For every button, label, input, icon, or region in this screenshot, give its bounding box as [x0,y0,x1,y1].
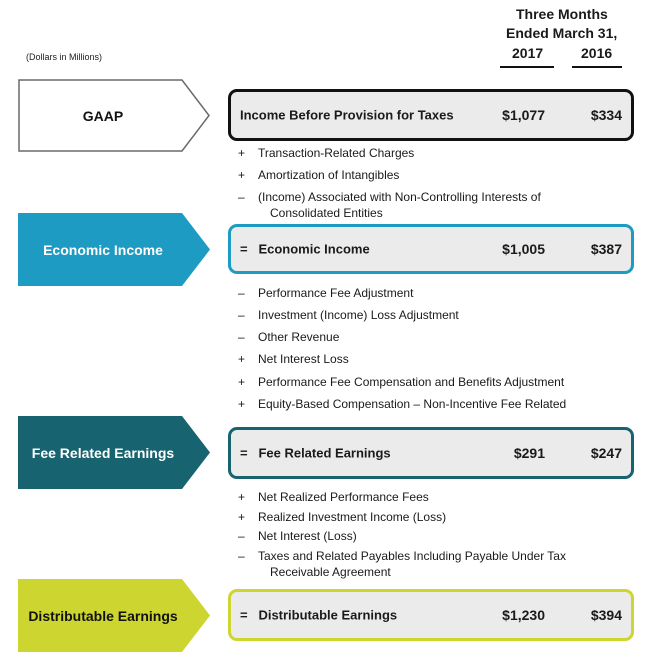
distributable-earnings-value-2017: $1,230 [502,607,545,623]
adjustment-item: – Taxes and Related Payables Including Payable Under Tax Receivable Agreement [238,549,566,579]
header-col-2017: 2017 [512,45,544,61]
adjustment-item: + Amortization of Intangibles [238,168,400,182]
gaap-arrow-label: GAAP [82,107,124,124]
gaap-value-2017: $1,077 [502,107,545,123]
adjustment-item: + Performance Fee Compensation and Benefits Adjustment [238,375,565,389]
fee-related-earnings-value-2017: $291 [513,445,545,461]
adjustment-item: – Investment (Income) Loss Adjustment [238,308,459,322]
gaap-box-label: Income Before Provision for Taxes [240,107,454,123]
distributable-earnings-box-label: = Distributable Earnings [240,607,398,623]
header-line1: Three Months [516,6,608,22]
fee-related-earnings-value-2016: $247 [590,445,622,461]
adjustment-item: + Net Realized Performance Fees [238,490,429,504]
distributable-earnings-arrow [18,579,210,652]
adjustment-item: – Performance Fee Adjustment [238,286,414,300]
fee-related-earnings-arrow-label: Fee Related Earnings [31,444,175,461]
fee-related-earnings-arrow [18,416,210,489]
header-col-2016: 2016 [581,45,613,61]
units-note: (Dollars in Millions) [26,52,103,62]
distributable-earnings-box [228,589,634,641]
header-rule-2017 [500,66,554,68]
economic-income-arrow [18,213,210,286]
distributable-earnings-arrow-label: Distributable Earnings [28,607,178,624]
fee-related-earnings-box [228,427,634,479]
gaap-value-2016: $334 [590,107,622,123]
adjustment-item: + Equity-Based Compensation – Non-Incentive Fee Related [238,397,567,411]
header-rule-2016 [572,66,622,68]
gaap-box [228,89,634,141]
gaap-arrow [18,79,210,152]
economic-income-arrow-label: Economic Income [43,241,163,258]
adjustment-item: – Net Interest (Loss) [238,529,357,543]
fee-related-earnings-box-label: = Fee Related Earnings [240,445,391,461]
economic-income-box [228,224,634,274]
header-line2: Ended March 31, [506,25,618,41]
adjustment-item: + Realized Investment Income (Loss) [238,510,447,524]
adjustment-item: + Transaction-Related Charges [238,146,415,160]
adjustment-item: – Other Revenue [238,330,340,344]
distributable-earnings-value-2016: $394 [590,607,622,623]
adjustment-item: + Net Interest Loss [238,352,349,366]
economic-income-value-2016: $387 [590,241,622,257]
adjustment-item: – (Income) Associated with Non-Controlling Interests of Consolidated Entities [238,190,541,220]
economic-income-box-label: = Economic Income [240,241,370,257]
economic-income-value-2017: $1,005 [502,241,545,257]
